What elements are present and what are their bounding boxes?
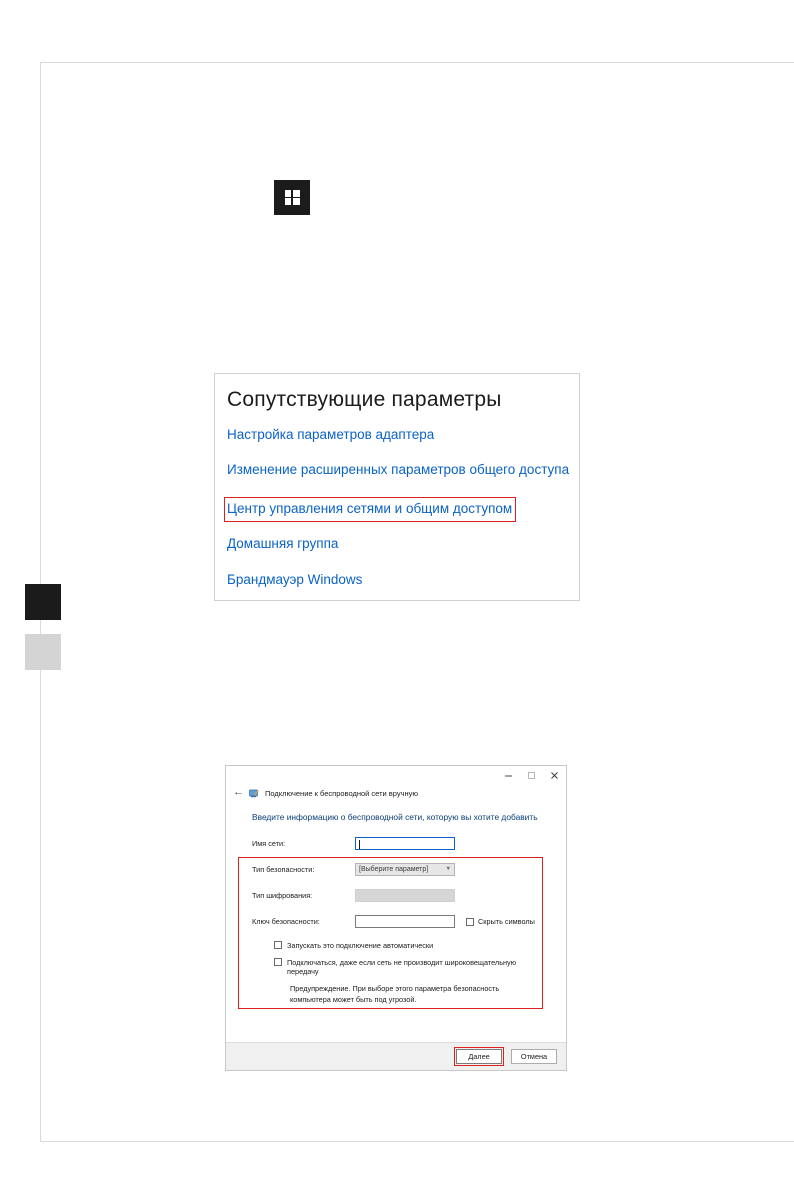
edge-marker-light	[25, 634, 61, 670]
wizard-footer	[226, 1042, 566, 1070]
hide-characters-group	[466, 917, 535, 926]
maximize-icon	[527, 771, 536, 780]
encryption-type-select-disabled	[355, 889, 455, 902]
wireless-form	[252, 837, 546, 1005]
form-row-security-type	[252, 863, 546, 876]
edge-marker-dark	[25, 584, 61, 620]
start-automatically-checkbox[interactable]	[274, 941, 282, 949]
link-row-advanced-sharing	[227, 462, 579, 497]
related-settings-panel	[214, 373, 580, 601]
minimize-icon	[504, 771, 513, 780]
wizard-prompt: Введите информацию о беспроводной сети, которую вы хотите добавить	[252, 812, 538, 822]
link-row-windows-firewall	[227, 572, 579, 607]
cancel-button[interactable]: Отмена	[511, 1049, 557, 1064]
link-row-homegroup	[227, 536, 579, 571]
start-automatically-label: Запускать это подключение автоматически	[287, 941, 434, 951]
next-button[interactable]: Далее	[456, 1049, 502, 1064]
back-arrow-icon[interactable]: ←	[233, 785, 244, 798]
connect-hidden-label: Подключаться, даже если сеть не производит широковещательную передачу	[287, 958, 517, 977]
connect-hidden-checkbox[interactable]	[274, 958, 282, 966]
link-adapter-settings[interactable]: Настройка параметров адаптера	[227, 427, 435, 443]
form-row-security-key	[252, 915, 546, 928]
link-advanced-sharing-settings[interactable]: Изменение расширенных параметров общего доступа	[227, 462, 570, 478]
security-type-select[interactable]	[355, 863, 455, 876]
wizard-body	[226, 801, 566, 1005]
link-row-adapter-settings	[227, 427, 579, 462]
network-name-input[interactable]	[355, 837, 455, 850]
wizard-title: Подключение к беспроводной сети вручную	[265, 788, 419, 798]
label-encryption-type: Тип шифрования:	[252, 891, 313, 901]
hide-characters-checkbox[interactable]	[466, 918, 474, 926]
label-network-name: Имя сети:	[252, 839, 286, 849]
start-automatically-row	[274, 941, 546, 950]
security-key-input[interactable]	[355, 915, 455, 928]
wireless-network-icon	[249, 788, 260, 799]
highlight-box-next-button	[454, 1047, 504, 1066]
manual-wireless-connection-wizard	[225, 765, 567, 1071]
windows-start-button[interactable]	[274, 180, 310, 215]
connect-hidden-row	[274, 958, 546, 976]
label-security-type: Тип безопасности:	[252, 865, 315, 875]
form-row-encryption-type	[252, 889, 546, 902]
minimize-button[interactable]	[497, 767, 520, 784]
link-windows-firewall[interactable]: Брандмауэр Windows	[227, 571, 363, 587]
hide-characters-label: Скрыть символы	[478, 917, 535, 927]
maximize-button[interactable]	[520, 767, 543, 784]
chevron-down-icon: ▼	[445, 865, 451, 872]
wizard-header	[226, 784, 566, 801]
text-caret	[359, 840, 360, 849]
link-network-and-sharing-center[interactable]: Центр управления сетями и общим доступом	[227, 501, 513, 517]
close-button[interactable]	[543, 767, 566, 784]
windows-logo-icon	[285, 190, 300, 205]
window-caption-bar	[226, 766, 566, 784]
related-settings-title: Сопутствующие параметры	[227, 388, 502, 411]
security-type-value: [Выберите параметр]	[359, 866, 429, 874]
link-homegroup[interactable]: Домашняя группа	[227, 536, 339, 552]
close-icon	[550, 771, 559, 780]
form-row-network-name	[252, 837, 546, 850]
label-security-key: Ключ безопасности:	[252, 917, 320, 927]
highlight-box-network-sharing-center	[224, 497, 516, 522]
warning-text: Предупреждение. При выборе этого параметра безопасность компьютера может быть под угрозой.	[290, 984, 500, 1004]
